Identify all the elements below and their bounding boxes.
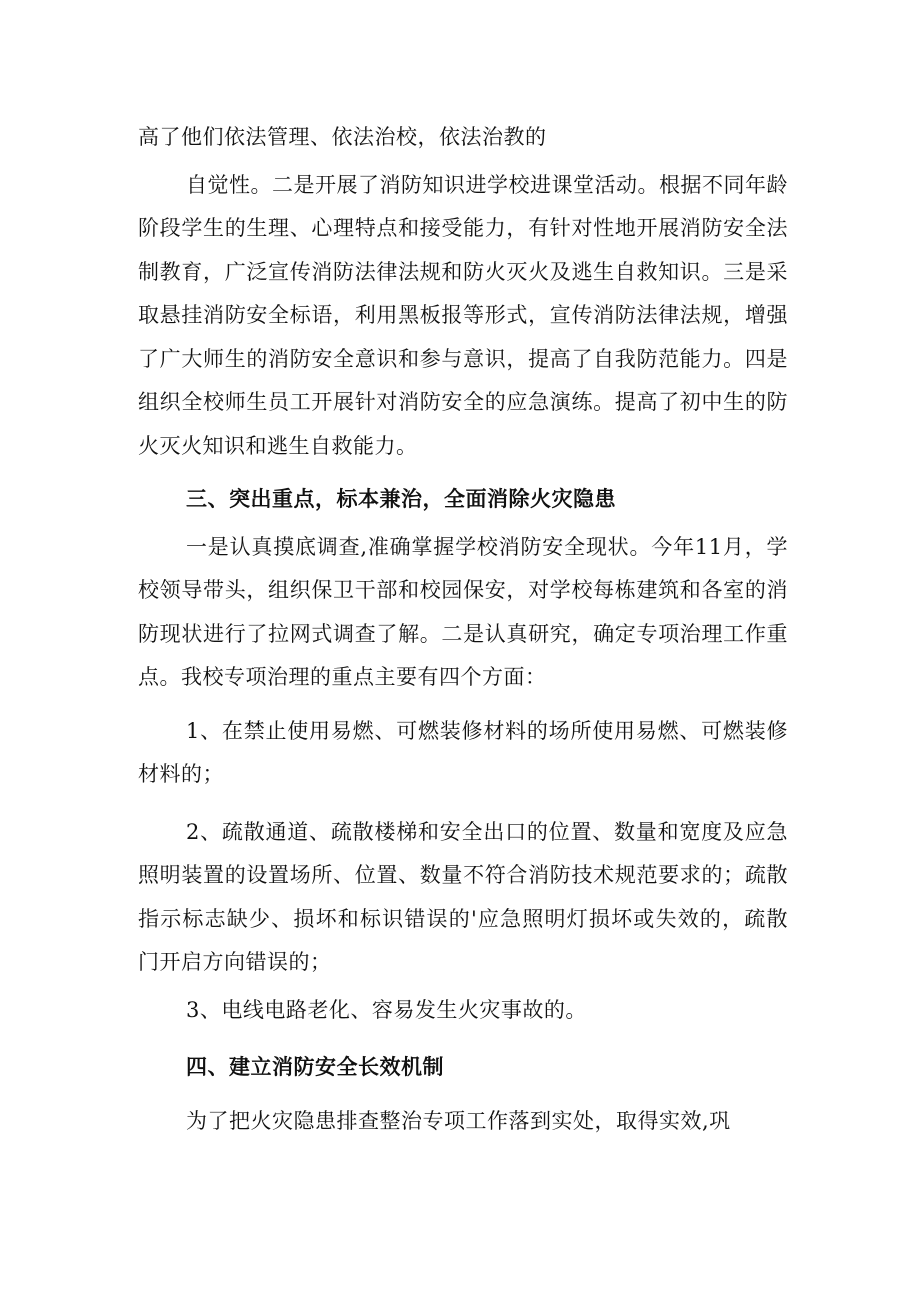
list-item-evacuation: 2、疏散通道、疏散楼梯和安全出口的位置、数量和宽度及应急照明装置的设置场所、位置、数量不符合消防技术规范要求的；疏散指示标志缺少、损坏和标识错误的'应急照明灯损坏或失效的，疏散门开启方向错误的；: [138, 819, 788, 974]
paragraph-investigation: 一是认真摸底调查,准确掌握学校消防安全现状。今年11月，学校领导带头，组织保卫干部和校园保安，对学校每栋建筑和各室的消防现状进行了拉网式调查了解。二是认真研究，确定专项治理工作重点。我校专项治理的重点主要有四个方面：: [138, 534, 788, 689]
document-body: [138, 116, 788, 1143]
list-item-wiring: 3、电线电路老化、容易发生火灾事故的。: [186, 997, 587, 1022]
section-heading-three: 三、突出重点，标本兼治，全面消除火灾隐患: [186, 487, 616, 511]
paragraph-activities: 自觉性。二是开展了消防知识进学校进课堂活动。根据不同年龄阶段学生的生理、心理特点和接受能力，有针对性地开展消防安全法制教育，广泛宣传消防法律法规和防火灭火及逃生自救知识。三是采取悬挂消防安全标语，利用黑板报等形式，宣传消防法律法规，增强了广大师生的消防安全意识和参与意识，提高了自我防范能力。四是组织全校师生员工开展针对消防安全的应急演练。提高了初中生的防火灭火知识和逃生自救能力。: [138, 172, 788, 458]
paragraph-mechanism: 为了把火灾隐患排查整治专项工作落到实处，取得实效,巩: [186, 1108, 731, 1133]
paragraph-continuation: 高了他们依法管理、依法治校，依法治教的: [138, 125, 547, 149]
section-heading-four: 四、建立消防安全长效机制: [186, 1055, 444, 1079]
list-item-materials: 1、在禁止使用易燃、可燃装修材料的场所使用易燃、可燃装修材料的；: [138, 718, 788, 786]
